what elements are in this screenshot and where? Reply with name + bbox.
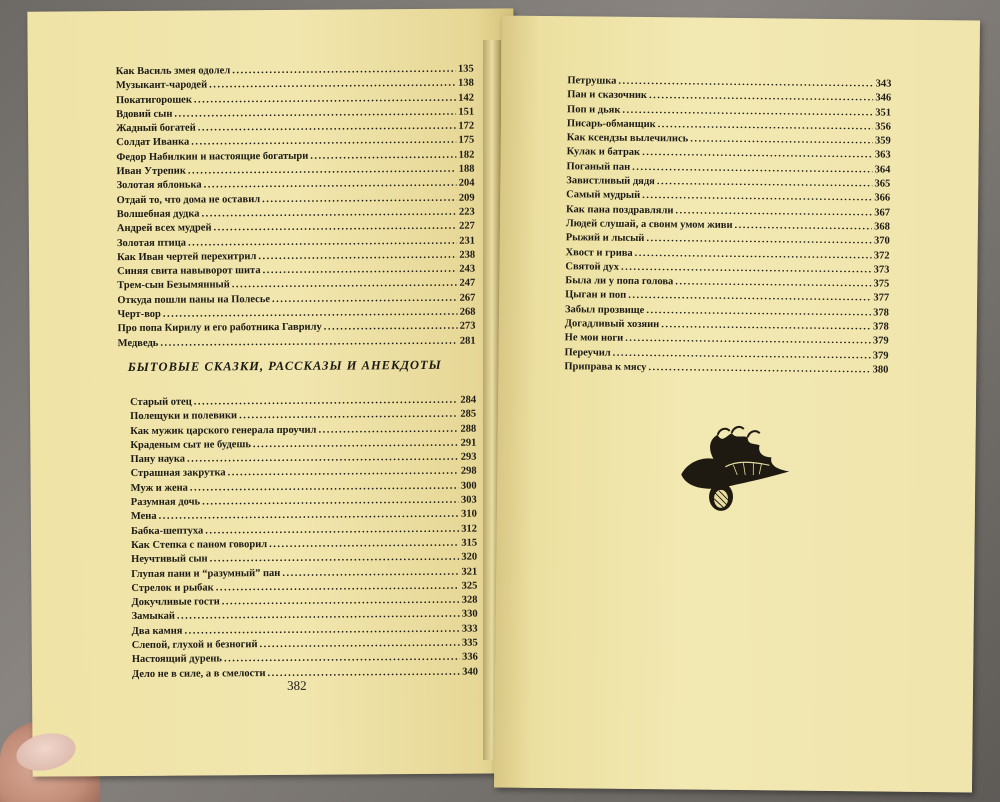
toc-entry-page: 310 <box>461 508 477 521</box>
toc-entry-title: Музыкант-чародей <box>115 79 208 92</box>
toc-entry <box>118 334 476 351</box>
section-heading: БЫТОВЫЕ СКАЗКИ, РАССКАЗЫ И АНЕКДОТЫ <box>127 357 442 375</box>
toc-entry-page: 247 <box>459 278 476 290</box>
toc-entry-page: 175 <box>458 135 475 147</box>
toc-entry-title: Как Василь змея одолел <box>115 65 231 78</box>
toc-entry-page: 238 <box>459 249 476 261</box>
toc-entry-page: 231 <box>459 235 475 247</box>
toc-leader-dots <box>160 334 458 350</box>
toc-entry-title: Два камня <box>131 625 183 637</box>
toc-entry-title: Была ли у попа голова <box>565 275 674 288</box>
toc-entry-title: Разумная дочь <box>130 496 201 509</box>
toc-entry-page: 366 <box>874 192 891 204</box>
toc-entry-page: 188 <box>458 163 475 175</box>
toc-entry-title: Цыган и поп <box>565 289 627 302</box>
toc-entry-title: Как Степка с паном говорил <box>131 539 268 551</box>
toc-entry-page: 359 <box>874 135 891 147</box>
toc-entry-page: 320 <box>461 551 478 563</box>
toc-entry-title: Краденым сыт не будешь <box>130 439 251 451</box>
toc-entry-title: Бабка-шептуха <box>130 525 204 537</box>
toc-leader-dots <box>310 148 456 163</box>
toc-list-everyday-tales <box>130 394 478 682</box>
toc-entry-page: 377 <box>873 292 890 305</box>
toc-entry-page: 303 <box>460 494 477 506</box>
left-page <box>27 8 518 776</box>
toc-entry-title: Догадливый хозяин <box>564 318 660 331</box>
toc-entry-title: Поп и дьяк <box>567 103 621 116</box>
toc-leader-dots <box>262 191 457 207</box>
toc-entry-title: Жадный богатей <box>116 122 196 135</box>
toc-entry-title: Забыл прозвище <box>564 303 645 316</box>
page-number: 382 <box>286 677 307 693</box>
toc-entry-title: Федор Набилкин и настоящие богатыри <box>116 150 309 163</box>
toc-entry-page: 312 <box>461 523 477 535</box>
toc-list-fairy-tales <box>116 63 476 351</box>
toc-entry-page: 363 <box>874 149 891 162</box>
toc-entry-page: 378 <box>873 321 889 333</box>
toc-entry-page: 315 <box>461 537 478 549</box>
toc-leader-dots <box>259 637 460 653</box>
toc-entry-page: 293 <box>460 451 477 463</box>
toc-entry-title: Трем-сын Безымянный <box>117 279 230 292</box>
toc-entry-title: Писарь-обманщик <box>566 118 656 131</box>
toc-entry-title: Пану наука <box>130 453 186 466</box>
toc-entry-page: 328 <box>461 594 478 606</box>
toc-entry-title: Самый мудрый <box>566 189 641 202</box>
toc-list-continued <box>564 74 891 378</box>
toc-entry-title: Неучтивый сын <box>131 553 208 566</box>
toc-entry-page: 356 <box>875 121 891 133</box>
toc-entry-page: 243 <box>459 263 476 275</box>
toc-entry-title: Мена <box>130 511 157 523</box>
toc-entry-page: 365 <box>874 178 891 190</box>
toc-leader-dots <box>318 422 458 437</box>
toc-entry-page: 370 <box>873 235 890 247</box>
toc-entry-title: Синяя свита навыворот шита <box>117 265 261 278</box>
toc-entry-title: Золотая яблонька <box>116 179 202 192</box>
toc-leader-dots <box>232 63 456 79</box>
toc-entry-title: Переучил <box>564 346 611 359</box>
toc-entry-title: Настоящий дурень <box>131 653 222 666</box>
toc-leader-dots <box>272 291 458 307</box>
toc-entry-page: 379 <box>872 350 889 362</box>
toc-leader-dots <box>253 437 459 453</box>
toc-entry-page: 330 <box>461 609 478 621</box>
toc-entry-page: 138 <box>458 77 474 89</box>
toc-entry-title: Отдай то, что дома не оставил <box>116 193 261 206</box>
toc-entry-page: 368 <box>874 221 890 233</box>
toc-entry-title: Про попа Кирилу и его работника Гаврилу <box>117 322 322 335</box>
toc-entry-page: 182 <box>458 149 475 161</box>
toc-entry-title: Докучливые гости <box>131 596 220 609</box>
toc-entry-title: Покатигорошек <box>115 94 192 106</box>
toc-entry-title: Кулак и батрак <box>566 146 641 159</box>
toc-entry-title: Волшебная дудка <box>116 208 200 221</box>
toc-entry-title: Святой дух <box>565 261 620 273</box>
toc-entry-page: 288 <box>460 423 477 435</box>
toc-entry-page: 267 <box>459 292 476 304</box>
toc-entry-page: 343 <box>875 78 892 90</box>
toc-leader-dots <box>263 263 458 279</box>
toc-entry-title: Черт-вор <box>117 308 161 321</box>
toc-entry-page: 285 <box>460 408 477 420</box>
toc-entry-title: Муж и жена <box>130 482 188 494</box>
toc-entry <box>564 360 888 378</box>
toc-entry-page: 142 <box>458 92 474 104</box>
toc-entry-page: 373 <box>873 264 890 276</box>
toc-entry-title: Как мужик царского генерала проучил <box>130 424 317 437</box>
toc-entry-title: Вдовий сын <box>116 108 173 120</box>
toc-entry-page: 209 <box>458 192 475 204</box>
toc-entry-title: Поганый пан <box>566 160 631 173</box>
toc-entry-page: 333 <box>461 623 478 635</box>
toc-entry-title: Полещуки и полевики <box>130 410 238 423</box>
toc-entry-title: Андрей всех мудрей <box>116 222 212 235</box>
toc-entry-page: 204 <box>458 177 475 190</box>
toc-entry-title: Глупая пани и “разумный” пан <box>131 567 281 580</box>
toc-entry-page: 351 <box>875 107 892 119</box>
toc-entry-title: Людей слушай, а своим умом живи <box>565 218 733 231</box>
toc-entry-page: 379 <box>872 335 889 347</box>
toc-entry-page: 375 <box>873 278 890 290</box>
toc-entry-title: Старый отец <box>130 396 192 408</box>
toc-entry-page: 335 <box>461 637 478 649</box>
toc-entry-title: Как ксендзы вылечились <box>566 132 689 145</box>
toc-entry-title: Рыжий и лысый <box>565 232 645 245</box>
toc-entry-page: 298 <box>460 466 477 478</box>
toc-leader-dots <box>734 219 872 235</box>
toc-entry-page: 227 <box>459 220 475 232</box>
toc-entry-title: Как Иван чертей перехитрил <box>117 250 257 263</box>
toc-entry-title: Страшная закрутка <box>130 467 226 480</box>
toc-leader-dots <box>269 537 459 553</box>
toc-entry-title: Золотая птица <box>116 237 187 249</box>
toc-entry-page: 378 <box>873 307 890 319</box>
toc-entry-title: Хвост и грива <box>565 246 633 259</box>
toc-entry-page: 346 <box>875 92 892 104</box>
toc-entry-page: 325 <box>461 580 478 592</box>
toc-entry-page: 281 <box>459 335 476 347</box>
toc-entry-page: 135 <box>457 63 474 75</box>
toc-entry-page: 223 <box>458 206 475 218</box>
toc-entry-page: 273 <box>459 320 476 333</box>
toc-entry-page: 284 <box>460 394 477 406</box>
toc-entry-page: 300 <box>460 480 477 492</box>
toc-entry-title: Дело не в силе, а в смелости <box>131 667 266 680</box>
toc-entry-title: Приправа к мясу <box>564 361 647 373</box>
toc-entry-page: 336 <box>462 651 478 664</box>
toc-entry-title: Иван Утрепик <box>116 165 186 178</box>
toc-entry-title: Слепой, глухой и безногий <box>131 639 258 652</box>
toc-entry-page: 172 <box>458 120 475 132</box>
toc-entry-title: Солдат Иванка <box>116 137 190 149</box>
toc-entry-title: Пан и сказочник <box>567 89 648 102</box>
toc-entry-page: 340 <box>462 666 478 678</box>
toc-entry-page: 291 <box>460 437 477 449</box>
toc-leader-dots <box>239 408 458 424</box>
toc-leader-dots <box>324 320 458 335</box>
toc-entry-title: Стрелок и рыбак <box>131 582 214 594</box>
toc-leader-dots <box>228 465 459 481</box>
toc-entry-title: Откуда пошли паны на Полесье <box>117 293 271 306</box>
toc-entry-page: 151 <box>458 106 475 118</box>
toc-leader-dots <box>282 565 459 581</box>
toc-leader-dots <box>232 277 458 293</box>
toc-entry-page: 367 <box>874 207 891 219</box>
toc-entry-page: 380 <box>872 364 889 376</box>
toc-entry-title: Петрушка <box>567 75 617 87</box>
toc-entry-title: Медведь <box>117 337 159 349</box>
toc-entry-page: 364 <box>874 164 891 176</box>
right-page <box>494 16 980 793</box>
toc-leader-dots <box>258 249 457 265</box>
oak-leaf-acorn-icon <box>673 412 794 513</box>
toc-entry-title: Завистливый дядя <box>566 175 655 188</box>
toc-entry-page: 321 <box>461 566 478 578</box>
toc-entry-title: Как пана поздравляли <box>565 203 674 216</box>
toc-entry-title: Замыкай <box>131 611 175 623</box>
toc-leader-dots <box>648 361 870 378</box>
toc-entry-page: 268 <box>459 306 476 318</box>
toc-entry-page: 372 <box>873 249 890 262</box>
toc-entry-title: Не мои ноги <box>564 332 624 345</box>
